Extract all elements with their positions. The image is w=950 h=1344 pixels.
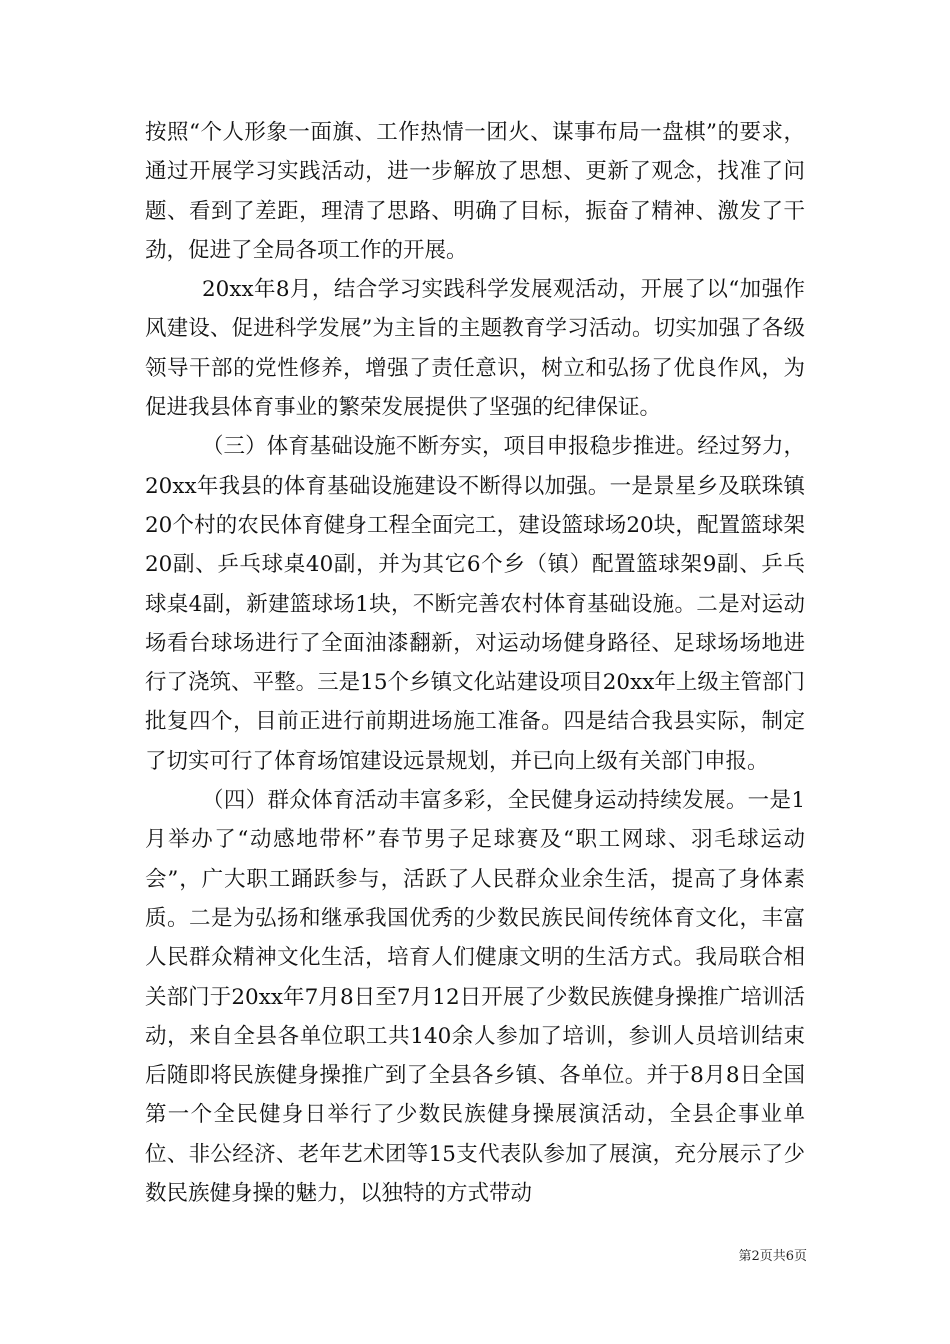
page-number: 第2页共6页: [738, 1249, 807, 1264]
document-body: [145, 113, 805, 1213]
paragraph-intro-requirements: 按照“个人形象一面旗、工作热情一团火、谋事布局一盘棋”的要求，通过开展学习实践活动，进一步解放了思想、更新了观念，找准了问题、看到了差距，理清了思路、明确了目标，振奋了精神、激发了干劲，促进了全局各项工作的开展。: [145, 120, 805, 263]
paragraph-august-education: 20xx年8月，结合学习实践科学发展观活动，开展了以“加强作风建设、促进科学发展”为主旨的主题教育学习活动。切实加强了各级领导干部的党性修养，增强了责任意识，树立和弘扬了优良作风，为促进我县体育事业的繁荣发展提供了坚强的纪律保证。: [145, 277, 805, 421]
paragraph-section-four-activities: （四）群众体育活动丰富多彩，全民健身运动持续发展。一是1月举办了“动感地带杯”春节男子足球赛及“职工网球、羽毛球运动会”，广大职工踊跃参与，活跃了人民群众业余生活，提高了身体素质。二是为弘扬和继承我国优秀的少数民族民间传统体育文化，丰富人民群众精神文化生活，培育人们健康文明的生活方式。我局联合相关部门于20xx年7月8日至7月12日开展了少数民族健身操推广培训活动，来自全县各单位职工共140余人参加了培训，参训人员培训结束后随即将民族健身操推广到了全县各乡镇、各单位。并于8月8日全国第一个全民健身日举行了少数民族健身操展演活动，全县企事业单位、非公经济、老年艺术团等15支代表队参加了展演，充分展示了少数民族健身操的魅力，以独特的方式带动: [145, 788, 805, 1207]
paragraph-section-three-facilities: （三）体育基础设施不断夯实，项目申报稳步推进。经过努力，20xx年我县的体育基础设施建设不断得以加强。一是景星乡及联珠镇20个村的农民体育健身工程全面完工，建设篮球场20块，配置篮球架20副、乒乓球桌40副，并为其它6个乡（镇）配置篮球架9副、乒乓球桌4副，新建篮球场1块，不断完善农村体育基础设施。二是对运动场看台球场进行了全面油漆翻新，对运动场健身路径、足球场场地进行了浇筑、平整。三是15个乡镇文化站建设项目20xx年上级主管部门批复四个，目前正进行前期进场施工准备。四是结合我县实际，制定了切实可行了体育场馆建设远景规划，并已向上级有关部门申报。: [145, 434, 805, 774]
